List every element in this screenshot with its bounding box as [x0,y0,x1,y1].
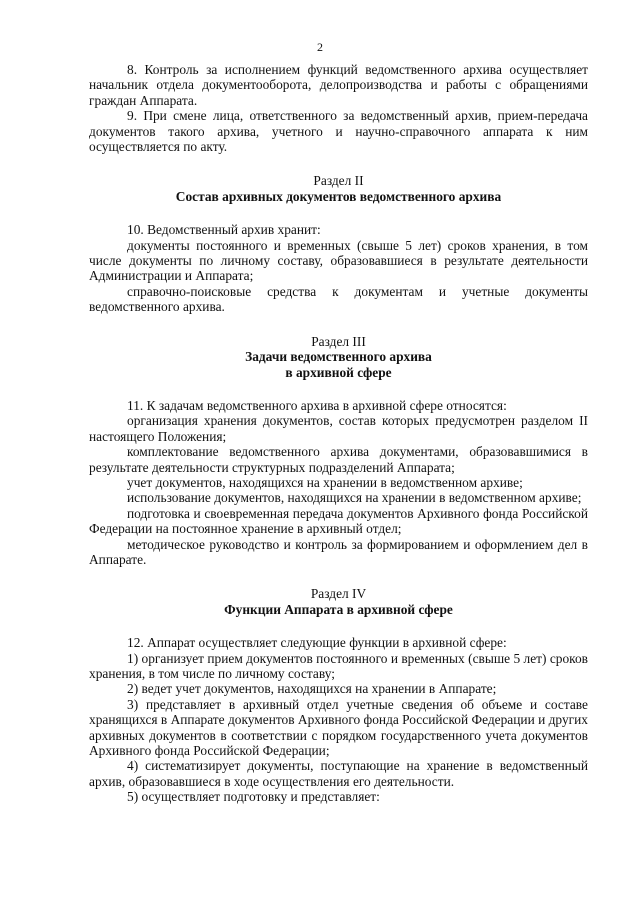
section-3-heading [89,334,588,380]
section-4-heading [89,586,588,617]
paragraph-12-item-4: 4) систематизирует документы, поступающие на хранение в ведомственный архив, образовавшиеся в ходе осуществления его деятельности. [89,758,588,789]
paragraph-11-item-5: подготовка и своевременная передача документов Архивного фонда Российской Федерации на постоянное хранение в архивный отдел; [89,505,588,537]
paragraph-11-item-1: организация хранения документов, состав которых предусмотрен разделом II настоящего Положения; [89,413,588,444]
paragraph-10-item-1: документы постоянного и временных (свыше 5 лет) сроков хранения, в том числе документы по личному составу, образовавшиеся в результате деятельности Администрации и Аппарата; [89,237,588,284]
section-3-label: Раздел III [311,333,366,349]
paragraph-12-item-2: 2) ведет учет документов, находящихся на хранении в Аппарате; [127,681,497,697]
section-2-heading [89,173,588,204]
paragraph-11-item-6: методическое руководство и контроль за формированием и оформлением дел в Аппарате. [89,536,588,567]
paragraph-11-item-3: учет документов, находящихся на хранении в ведомственном архиве; [127,474,523,490]
paragraph-11: 11. К задачам ведомственного архива в архивной сфере относятся: [127,397,507,413]
paragraph-12-item-3: 3) представляет в архивный отдел учетные сведения об объеме и составе хранящихся в Аппарате документов Архивного фонда Российской Федерации и других архивных документов в соответствии с порядком государственного учета документов Архивного фонда Российской Федерации; [89,696,588,759]
section-3-title-line-1: Задачи ведомственного архива [245,349,432,365]
paragraph-10: 10. Ведомственный архив хранит: [127,222,321,238]
paragraph-12: 12. Аппарат осуществляет следующие функции в архивной сфере: [127,635,507,651]
paragraph-12-item-1: 1) организует прием документов постоянного и временных (свыше 5 лет) сроков хранения, в том числе по личному составу; [89,650,588,681]
section-4-title: Функции Аппарата в архивной сфере [224,601,453,617]
section-3-title-line-2: в архивной сфере [285,364,392,380]
page-number: 2 [317,40,323,54]
section-2-label: Раздел II [313,173,364,189]
paragraph-9: 9. При смене лица, ответственного за ведомственный архив, прием-передача документов такого архива, учетного и научно-справочного аппарата к ним осуществляется по акту. [89,108,588,155]
section-4-label: Раздел IV [310,586,367,602]
paragraph-11-item-4: использование документов, находящихся на хранении в ведомственном архиве; [127,490,582,506]
paragraph-11-item-2: комплектование ведомственного архива документами, образовавшимися в результате деятельности структурных подразделений Аппарата; [89,444,588,475]
document-body [89,62,588,805]
paragraph-8: 8. Контроль за исполнением функций ведомственного архива осуществляет начальник отдела документооборота, делопроизводства и работы с обращениями граждан Аппарата. [89,62,588,108]
section-2-title: Состав архивных документов ведомственного архива [175,188,502,204]
paragraph-10-item-2: справочно-поисковые средства к документам и учетные документы ведомственного архива. [89,283,588,315]
paragraph-12-item-5: 5) осуществляет подготовку и представляет: [127,789,380,805]
